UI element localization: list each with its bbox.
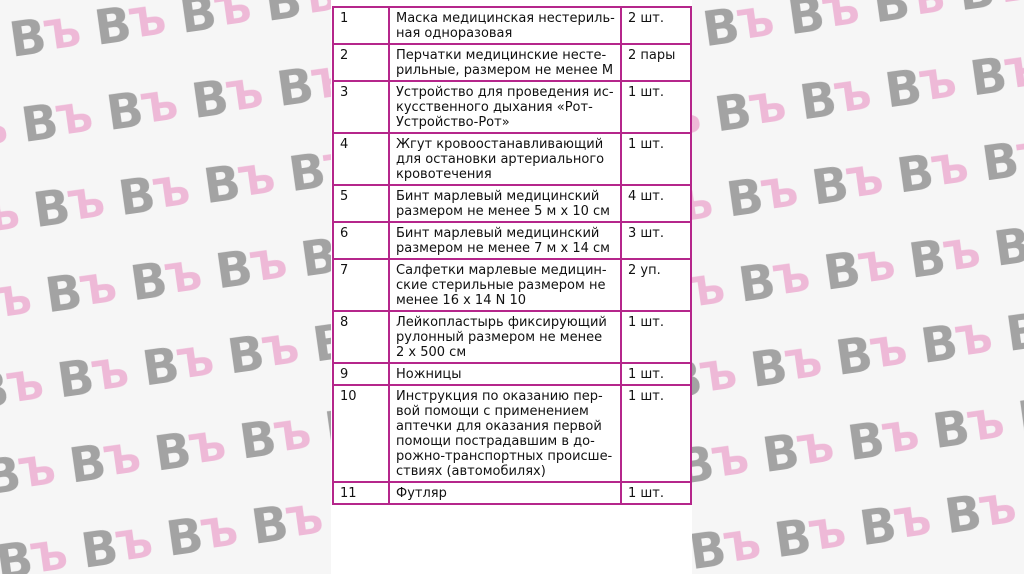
item-quantity: 3 шт. <box>621 222 691 259</box>
item-quantity: 1 шт. <box>621 81 691 133</box>
table-row <box>333 222 691 259</box>
row-number: 1 <box>333 7 389 44</box>
document-page <box>331 0 692 574</box>
item-name: Бинт марлевый медицинский размером не менее 7 м х 14 см <box>389 222 621 259</box>
item-quantity: 1 шт. <box>621 482 691 504</box>
item-name: Ножницы <box>389 363 621 385</box>
table-row <box>333 482 691 504</box>
item-quantity: 1 шт. <box>621 311 691 363</box>
item-quantity: 2 уп. <box>621 259 691 311</box>
item-name: Салфетки марлевые медицин- ские стерильные размером не менее 16 х 14 N 10 <box>389 259 621 311</box>
table-row <box>333 7 691 44</box>
item-quantity: 1 шт. <box>621 133 691 185</box>
item-name: Инструкция по оказанию пер- вой помощи с применением аптечки для оказания первой помощи пострадавшим в до- рожно-транспортных происше- ствиях (автомобилях) <box>389 385 621 482</box>
item-quantity: 1 шт. <box>621 363 691 385</box>
table-row <box>333 185 691 222</box>
item-name: Жгут кровоостанавливающий для остановки артериального кровотечения <box>389 133 621 185</box>
row-number: 9 <box>333 363 389 385</box>
table-row <box>333 259 691 311</box>
row-number: 10 <box>333 385 389 482</box>
item-name: Футляр <box>389 482 621 504</box>
item-name: Маска медицинская нестериль- ная одноразовая <box>389 7 621 44</box>
row-number: 11 <box>333 482 389 504</box>
table-row <box>333 44 691 81</box>
item-quantity: 1 шт. <box>621 385 691 482</box>
item-name: Бинт марлевый медицинский размером не менее 5 м х 10 см <box>389 185 621 222</box>
row-number: 5 <box>333 185 389 222</box>
first-aid-kit-table <box>332 6 692 505</box>
row-number: 2 <box>333 44 389 81</box>
table-row <box>333 81 691 133</box>
table-row <box>333 311 691 363</box>
item-quantity: 2 шт. <box>621 7 691 44</box>
table-row <box>333 133 691 185</box>
item-quantity: 4 шт. <box>621 185 691 222</box>
row-number: 3 <box>333 81 389 133</box>
item-name: Устройство для проведения ис- кусственного дыхания «Рот- Устройство-Рот» <box>389 81 621 133</box>
row-number: 7 <box>333 259 389 311</box>
table-row <box>333 385 691 482</box>
item-name: Перчатки медицинские несте- рильные, размером не менее М <box>389 44 621 81</box>
row-number: 6 <box>333 222 389 259</box>
item-quantity: 2 пары <box>621 44 691 81</box>
table-row <box>333 363 691 385</box>
row-number: 4 <box>333 133 389 185</box>
item-name: Лейкопластырь фиксирующий рулонный размером не менее 2 х 500 см <box>389 311 621 363</box>
row-number: 8 <box>333 311 389 363</box>
